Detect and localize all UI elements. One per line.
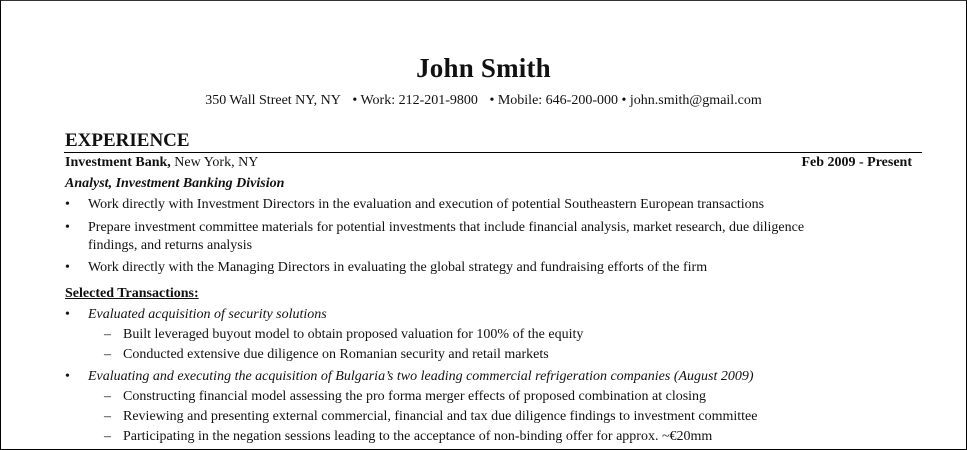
transaction-title: Evaluating and executing the acquisition of Bulgaria’s two leading commercial refrigeration companies (August 2009) <box>88 369 754 384</box>
transaction-title: Evaluated acquisition of security solutions <box>88 307 327 322</box>
job-dates: Feb 2009 - Present <box>801 155 912 170</box>
contact-line <box>0 93 967 109</box>
bullet-marker: • <box>65 307 70 322</box>
bullet-text-continued: findings, and returns analysis <box>88 238 253 253</box>
mobile-phone: • Mobile: 646-200-000 <box>489 93 618 108</box>
employer <box>65 155 258 171</box>
sub-item-text: Built leveraged buyout model to obtain proposed valuation for 100% of the equity <box>123 327 584 342</box>
section-title-experience: EXPERIENCE <box>65 130 190 151</box>
subsection-title: Selected Transactions: <box>65 286 199 301</box>
resume-name: John Smith <box>416 53 551 83</box>
bullet-marker: • <box>65 197 70 212</box>
company-name: Investment Bank, <box>65 155 171 170</box>
dash-marker: – <box>104 327 111 342</box>
section-divider <box>64 152 922 153</box>
sub-item-text: Reviewing and presenting external commercial, financial and tax due diligence findings to investment committee <box>123 409 758 424</box>
sub-item-text: Constructing financial model assessing the pro forma merger effects of proposed combination at closing <box>123 389 707 404</box>
dash-marker: – <box>104 429 111 444</box>
bullet-text: Work directly with Investment Directors in the evaluation and execution of potential Southeastern European transactions <box>88 197 765 212</box>
bullet-marker: • <box>65 220 70 235</box>
dash-marker: – <box>104 409 111 424</box>
job-header <box>65 155 912 171</box>
sub-item-text: Participating in the negation sessions leading to the acceptance of non-binding offer for approx. ~€20mm <box>123 429 713 444</box>
bullet-marker: • <box>65 369 70 384</box>
bullet-text: Work directly with the Managing Directors in evaluating the global strategy and fundraising efforts of the firm <box>88 260 708 275</box>
job-role: Analyst, Investment Banking Division <box>65 176 285 191</box>
dash-marker: – <box>104 389 111 404</box>
email: • john.smith@gmail.com <box>621 93 762 108</box>
bullet-marker: • <box>65 260 70 275</box>
sub-item-text: Conducted extensive due diligence on Romanian security and retail markets <box>123 347 549 362</box>
bullet-text: Prepare investment committee materials for potential investments that include financial analysis, market research, due diligence <box>88 220 805 235</box>
work-phone: • Work: 212-201-9800 <box>352 93 478 108</box>
dash-marker: – <box>104 347 111 362</box>
address: 350 Wall Street NY, NY <box>205 93 341 108</box>
job-location: New York, NY <box>174 155 259 170</box>
